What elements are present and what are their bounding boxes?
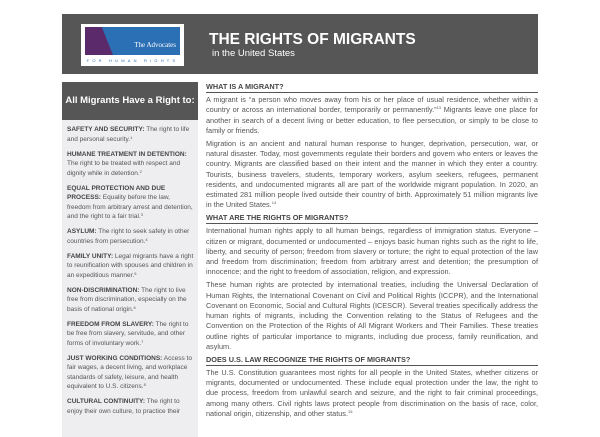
footnote-ref: 5 xyxy=(134,270,137,276)
right-item xyxy=(67,252,194,281)
paragraph-text: A migrant is “a person who moves away from his or her place of usual residence, whether within a country or across an international border, temporarily or permanently.” xyxy=(206,95,538,115)
main-content xyxy=(206,82,538,422)
footnote-ref: 7 xyxy=(141,338,144,344)
right-heading: NON-DISCRIMINATION: xyxy=(67,286,140,294)
right-heading: HUMANE TREATMENT IN DETENTION: xyxy=(67,150,187,158)
right-text: The right to be free from slavery, servitude, and other forms of involuntary work. xyxy=(67,320,189,347)
paragraph-text: International human rights apply to all human beings, regardless of immigration status. Everyone – citizen or migrant, documented or undocumented – enjoys basic human rights such as the right to life, liberty, and security of person; freedom from slavery or torture; the right to equal protection of the law and freedom from discrimination; freedom from arbitrary arrest and detention; the presumption of innocence; and the right to freedom of association, religion, and expression. xyxy=(206,226,538,277)
right-heading: FREEDOM FROM SLAVERY: xyxy=(67,320,154,328)
footnote-ref: 3 xyxy=(140,212,143,217)
paragraph-text-cont: Migrants leave one place for another in search of a decent living or better education, to flee persecution, or simply to be close to family or friends. xyxy=(206,105,538,135)
section xyxy=(206,82,538,211)
right-heading: ASYLUM: xyxy=(67,228,97,235)
section xyxy=(206,355,538,419)
right-heading: JUST WORKING CONDITIONS: xyxy=(67,354,163,362)
right-item xyxy=(67,286,194,315)
footnote-ref: 8 xyxy=(143,382,146,387)
paragraph xyxy=(206,368,538,419)
right-item xyxy=(67,184,194,222)
paragraph xyxy=(206,226,538,277)
right-text: The right to seek safety in other countries from persecution. xyxy=(67,228,190,245)
page-title: THE RIGHTS OF MIGRANTS xyxy=(209,31,416,48)
section-heading: WHAT IS A MIGRANT? xyxy=(206,82,538,93)
right-text: The right to be treated with respect and dignity while in detention. xyxy=(67,160,181,177)
paragraph-text: Migration is an ancient and natural human response to hunger, deprivation, persecution, war, or natural disaster. Today, most governments regulate their borders and govern who enters or leaves the country. Migrants are classified based on their intent and the manner in which they enter a country. Tourists, business travelers, students, temporary workers, asylum seekers, refugees, permanent residents, and undocumented migrants all are part of the worldwide migrant population. In 2020, an estimated 281 million people lived outside their country of birth. Approximately 51 million migrants live in the United States. xyxy=(206,138,538,210)
right-heading: FAMILY UNITY: xyxy=(67,252,114,260)
page-subtitle: in the United States xyxy=(212,48,295,59)
footnote-ref: 15 xyxy=(347,409,353,415)
right-heading: CULTURAL CONTINUITY: xyxy=(67,398,145,405)
footnote-ref: 1 xyxy=(130,134,133,140)
globe-icon xyxy=(85,27,113,55)
right-item xyxy=(67,150,194,179)
sidebar-title: All Migrants Have a Right to: xyxy=(62,82,198,120)
footnote-ref: 13 xyxy=(436,105,442,111)
right-text: Legal migrants have a right to reunification with spouses and children in an expeditious manner. xyxy=(67,252,194,279)
paragraph xyxy=(206,95,538,136)
right-item xyxy=(67,354,194,392)
footnote-ref: 2 xyxy=(139,168,142,174)
right-text: Access to fair wages, a decent living, and workplace standards of safety, leisure, and health equivalent to U.S. citizens. xyxy=(67,354,192,390)
section-heading: WHAT ARE THE RIGHTS OF MIGRANTS? xyxy=(206,213,538,224)
footnote-ref: 6 xyxy=(133,304,136,310)
footnote-ref: 14 xyxy=(271,200,277,206)
rights-sidebar xyxy=(62,82,198,437)
right-text: The right to life and personal security. xyxy=(67,126,190,143)
right-item xyxy=(67,397,194,416)
paragraph xyxy=(206,280,538,352)
right-item xyxy=(67,125,194,144)
footnote-ref: 4 xyxy=(145,236,148,242)
section-heading: DOES U.S. LAW RECOGNIZE THE RIGHTS OF MIGRANTS? xyxy=(206,355,538,366)
right-text: The right to live free from discrimination, especially on the basis of national origin. xyxy=(67,286,187,313)
paragraph-text: The U.S. Constitution guarantees most rights for all people in the United States, whether citizens or migrants, documented or undocumented. These include equal protection under the law, the right to due process, freedom from unlawful search and seizure, and the right to fair criminal proceedings, among many others. Civil rights laws protect people from discrimination on the basis of race, color, national origin, citizenship, and other status. xyxy=(206,367,538,419)
paragraph-text: These human rights are protected by international treaties, including the Universal Declaration of Human Rights, the International Covenant on Civil and Political Rights (ICCPR), and the International Covenant on Economic, Social and Cultural Rights (ICESCR). Several treaties specifically address the human rights of migrants, including the Convention relating to the Status of Refugees and the Convention on the Protection of the Rights of All Migrant Workers and Their Families. These treaties outline rights of particular importance to migrants, including due process, family reunification, and asylum. xyxy=(206,280,538,352)
right-text: The right to enjoy their own culture, to practice their xyxy=(67,398,181,415)
section xyxy=(206,213,538,352)
paragraph xyxy=(206,139,538,211)
advocates-logo xyxy=(81,24,184,66)
right-text: Equality before the law, freedom from arbitrary arrest and detention, and the right to a fair trial. xyxy=(67,194,193,220)
page-header xyxy=(62,14,538,74)
right-heading: EQUAL PROTECTION AND DUE PROCESS: xyxy=(67,184,166,201)
right-item xyxy=(67,320,194,349)
logo-tagline: FOR HUMAN RIGHTS xyxy=(86,58,179,63)
right-heading: SAFETY AND SECURITY: xyxy=(67,126,145,133)
logo-name: The Advocates xyxy=(134,41,176,49)
right-item xyxy=(67,227,194,246)
